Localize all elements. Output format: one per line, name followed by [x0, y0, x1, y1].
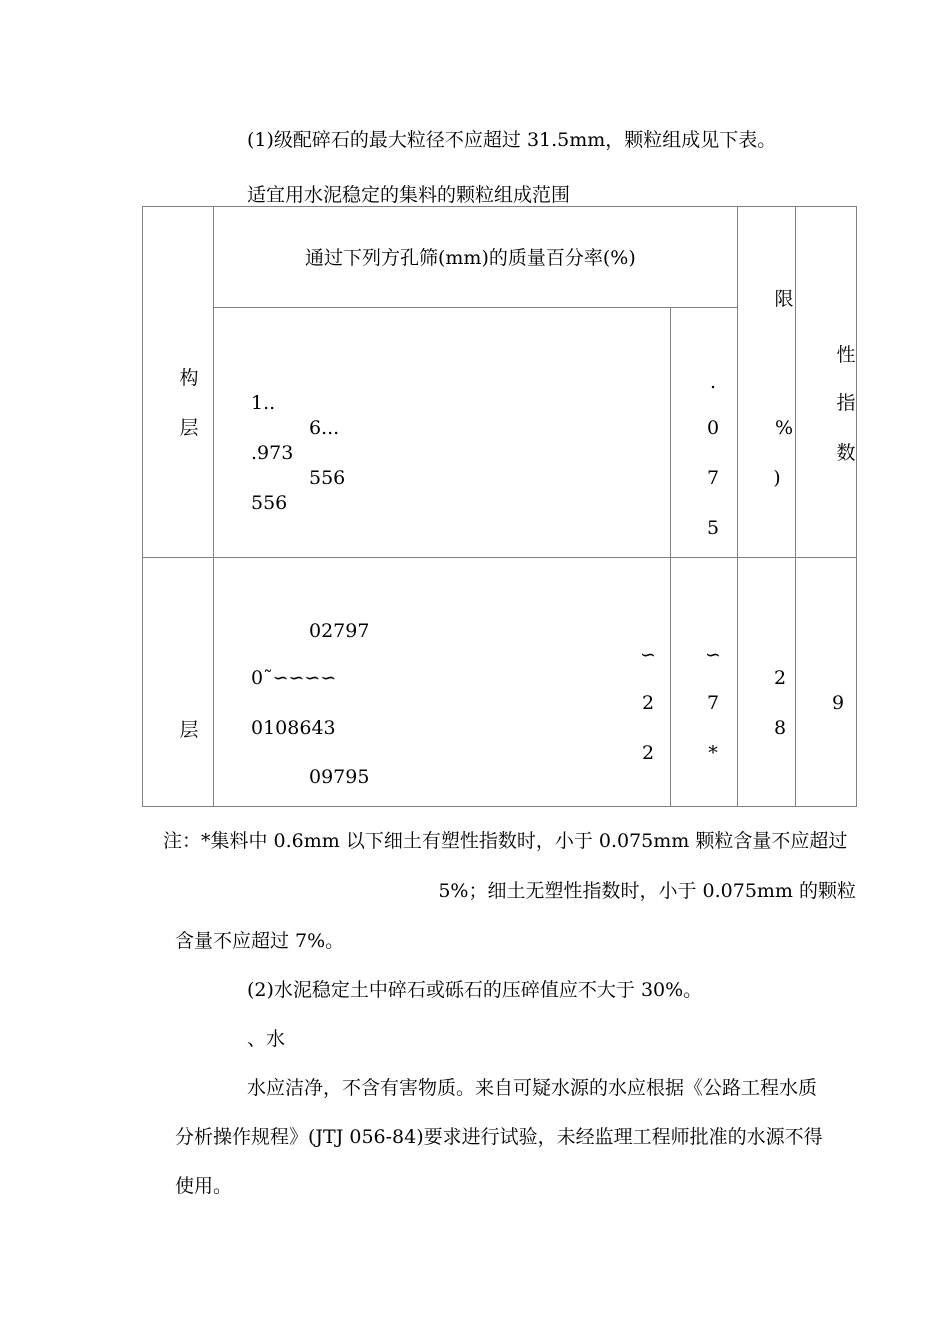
sieve-left-2: .973: [251, 442, 294, 464]
row-c1-2: 2: [641, 692, 655, 714]
row-value-3: 0108643: [251, 717, 336, 739]
sieve-header: 通过下列方孔筛(mm)的质量百分率(%): [305, 247, 636, 269]
row-c1-1: ∽: [640, 644, 656, 666]
row-limit-2: 8: [773, 717, 787, 739]
struct-header-char-2: 层: [179, 417, 199, 439]
row-value-1: 02797: [309, 620, 370, 642]
row-value-2: 0˜∽∽∽∽: [251, 667, 337, 689]
limit-header-2: %: [774, 417, 794, 439]
row-c1-3: 2: [641, 742, 655, 764]
water-heading: 、水: [247, 1028, 286, 1050]
note-line-1: 注：*集料中 0.6mm 以下细土有塑性指数时，小于 0.075mm 颗粒含量不应超过: [163, 830, 848, 852]
water-para-line-3: 使用。: [175, 1175, 233, 1197]
sieve-left-3: 556: [251, 492, 288, 514]
struct-header-char-1: 构: [179, 367, 199, 389]
row-limit-1: 2: [773, 667, 787, 689]
row-c2-2: 7: [706, 692, 720, 714]
sieve-mid-1: 6...: [309, 417, 340, 439]
sieve-small-3: 7: [706, 467, 720, 489]
row-value-4: 09795: [309, 766, 370, 788]
item-2: (2)水泥稳定土中碎石或砾石的压碎值应不大于 30%。: [247, 979, 703, 1001]
table-caption: 适宜用水泥稳定的集料的颗粒组成范围: [247, 184, 571, 206]
sieve-left-1: 1..: [251, 392, 276, 414]
note-line-2: 5%；细土无塑性指数时，小于 0.075mm 的颗粒: [438, 880, 856, 902]
limit-header-3: ): [773, 467, 781, 489]
pi-header-1: 性: [836, 344, 856, 366]
sieve-mid-2: 556: [309, 467, 346, 489]
row-c2-1: ∽: [705, 644, 721, 666]
row-label: 层: [179, 719, 199, 741]
water-para-line-2: 分析操作规程》(JTJ 056-84)要求进行试验，未经监理工程师批准的水源不得: [175, 1126, 823, 1148]
row-pi: 9: [831, 692, 845, 714]
sieve-small-4: 5: [706, 517, 720, 539]
row-c2-3: *: [708, 742, 718, 764]
intro-paragraph: (1)级配碎石的最大粒径不应超过 31.5mm，颗粒组成见下表。: [247, 129, 777, 151]
sieve-small-2: 0: [706, 417, 720, 439]
water-para-line-1: 水应洁净，不含有害物质。来自可疑水源的水应根据《公路工程水质: [247, 1077, 818, 1099]
sieve-small-1: .: [709, 371, 717, 393]
limit-header-1: 限: [774, 288, 794, 310]
pi-header-2: 指: [836, 392, 856, 414]
note-line-3: 含量不应超过 7%。: [175, 930, 345, 952]
pi-header-3: 数: [836, 442, 856, 464]
